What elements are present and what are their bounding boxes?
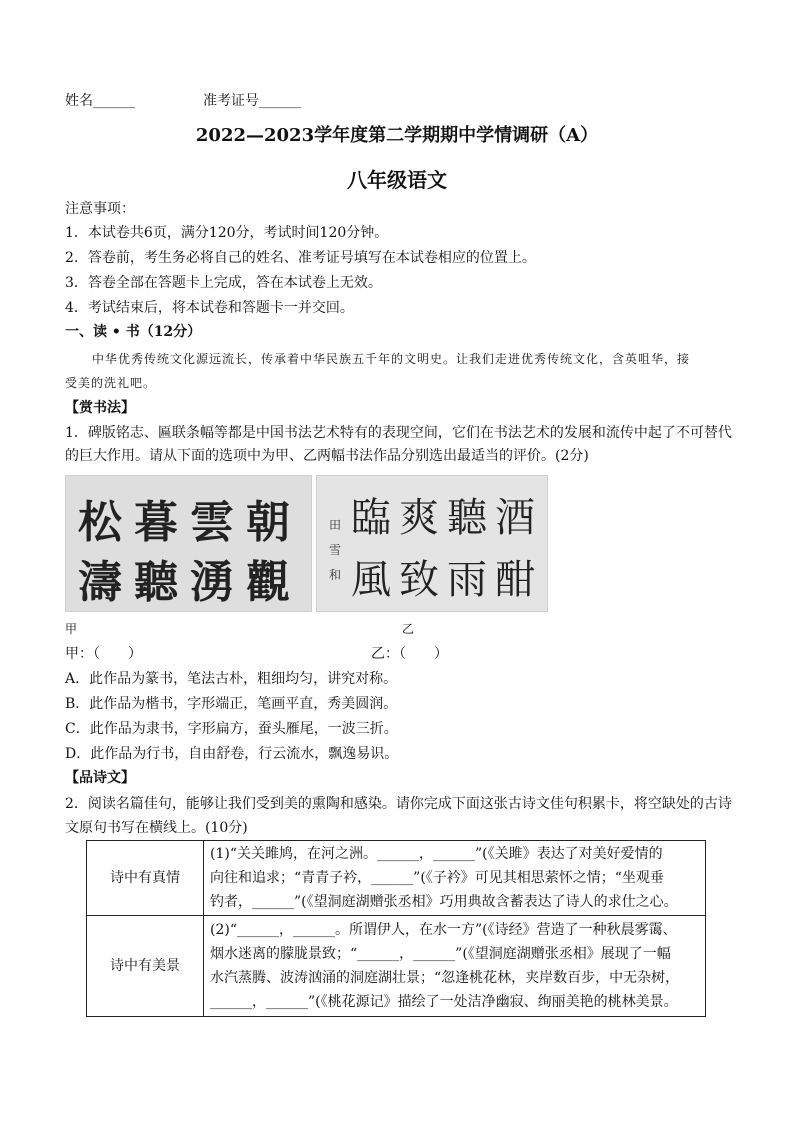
row-text-line: 向往和追求；“青青子衿，______”(《子衿》可见其相思萦怀之情；“坐观垂 <box>210 870 664 886</box>
calligraphy-char: 爽 <box>399 495 439 541</box>
row-text-line: ______，______”(《桃花源记》描绘了一处洁净幽寂、绚丽美艳的桃林美景。 <box>210 994 678 1010</box>
poetry-card-table <box>86 840 706 1017</box>
question-2-line-2: 文原句书写在横线上。(10分) <box>65 820 248 836</box>
answer-jia[interactable]: 甲：（ ） <box>65 646 142 662</box>
note-item-1: 1．本试卷共6页，满分120分，考试时间120分钟。 <box>65 225 389 241</box>
note-item-2: 2．答卷前，考生务必将自己的姓名、准考证号填写在本试卷相应的位置上。 <box>65 250 536 266</box>
name-field: 姓名______ <box>65 93 135 109</box>
seal-char: 雪 <box>329 543 342 557</box>
section-heading: 一、读 • 书（12分） <box>65 324 202 340</box>
calligraphy-char: 觀 <box>246 557 290 608</box>
option-d: D．此作品为行书，自由舒卷，行云流水，飘逸易识。 <box>65 746 399 762</box>
calligraphy-heading: 【赏书法】 <box>65 400 135 416</box>
exam-id-field: 准考证号______ <box>203 93 301 109</box>
calligraphy-char: 暮 <box>134 497 178 548</box>
question-1-line-2: 的巨大作用。请从下面的选项中为甲、乙两幅书法作品分别选出最适当的评价。(2分) <box>65 448 589 464</box>
row-label-true-feeling: 诗中有真情 <box>87 841 204 916</box>
calligraphy-char: 雲 <box>190 497 234 548</box>
row-text-line: 钓者，______”(《望洞庭湖赠张丞相》巧用典故含蓄表达了诗人的求仕之心。 <box>210 894 678 910</box>
question-2-line-1: 2．阅读名篇佳句，能够让我们受到美的熏陶和感染。请你完成下面这张古诗文佳句积累卡，将空缺处的古诗 <box>65 796 732 812</box>
answer-yi[interactable]: 乙：（ ） <box>371 646 448 662</box>
calligraphy-char: 聽 <box>134 557 178 608</box>
calligraphy-image-yi <box>316 475 548 612</box>
caption-yi: 乙 <box>402 622 415 636</box>
calligraphy-char: 松 <box>78 497 122 548</box>
row-text-line: (1)“关关雎鸠，在河之洲。______，______”(《关雎》表达了对美好爱情的 <box>210 846 663 862</box>
calligraphy-char: 朝 <box>246 497 290 548</box>
row-label-beautiful-scene: 诗中有美景 <box>87 916 204 1017</box>
page-title: 2022—2023学年度第二学期期中学情调研（A） <box>195 125 599 146</box>
calligraphy-char: 聽 <box>447 495 487 541</box>
row-content-beautiful-scene[interactable] <box>204 916 706 1017</box>
calligraphy-image-jia <box>65 475 312 612</box>
calligraphy-char: 酒 <box>495 495 535 541</box>
option-b: B．此作品为楷书，字形端正，笔画平直，秀美圆润。 <box>65 696 398 712</box>
calligraphy-char: 致 <box>399 557 439 603</box>
poetry-heading: 【品诗文】 <box>65 770 135 786</box>
calligraphy-char: 風 <box>351 557 391 603</box>
row-text-line: 水汽蒸腾、波涛汹涌的洞庭湖壮景；“忽逢桃花林，夹岸数百步，中无杂树， <box>210 970 680 986</box>
question-1-line-1: 1．碑版铭志、匾联条幅等都是中国书法艺术特有的表现空间，它们在书法艺术的发展和流传中起了不可替代 <box>65 425 732 441</box>
row-text-line: 烟水迷离的朦胧景致；“______，______”(《望洞庭湖赠张丞相》展现了一幅 <box>210 946 671 962</box>
option-a: A．此作品为篆书，笔法古朴，粗细均匀，讲究对称。 <box>65 671 398 687</box>
calligraphy-char: 湧 <box>190 557 234 608</box>
calligraphy-char: 濤 <box>78 557 122 608</box>
row-content-true-feeling[interactable] <box>204 841 706 916</box>
table-row <box>87 916 706 1017</box>
section-intro-line-1: 中华优秀传统文化源远流长，传承着中华民族五千年的文明史。让我们走进优秀传统文化，含英咀华，接 <box>92 352 691 366</box>
row-text-line: (2)“______，______。所谓伊人，在水一方”(《诗经》营造了一种秋晨雾霭、 <box>210 922 677 938</box>
note-item-4: 4．考试结束后，将本试卷和答题卡一并交回。 <box>65 300 354 316</box>
section-intro-line-2: 受美的洗礼吧。 <box>65 376 157 390</box>
option-c: C．此作品为隶书，字形扁方，蚕头雁尾，一波三折。 <box>65 721 398 737</box>
calligraphy-char: 雨 <box>447 557 487 603</box>
calligraphy-char: 酣 <box>495 557 535 603</box>
caption-jia: 甲 <box>65 622 78 636</box>
seal-char: 和 <box>329 568 342 582</box>
table-row <box>87 841 706 916</box>
seal-char: 田 <box>329 518 342 532</box>
note-item-3: 3．答卷全部在答题卡上完成，答在本试卷上无效。 <box>65 275 382 291</box>
calligraphy-char: 臨 <box>351 495 391 541</box>
notes-heading: 注意事项： <box>65 201 135 217</box>
page-subtitle: 八年级语文 <box>347 168 447 192</box>
